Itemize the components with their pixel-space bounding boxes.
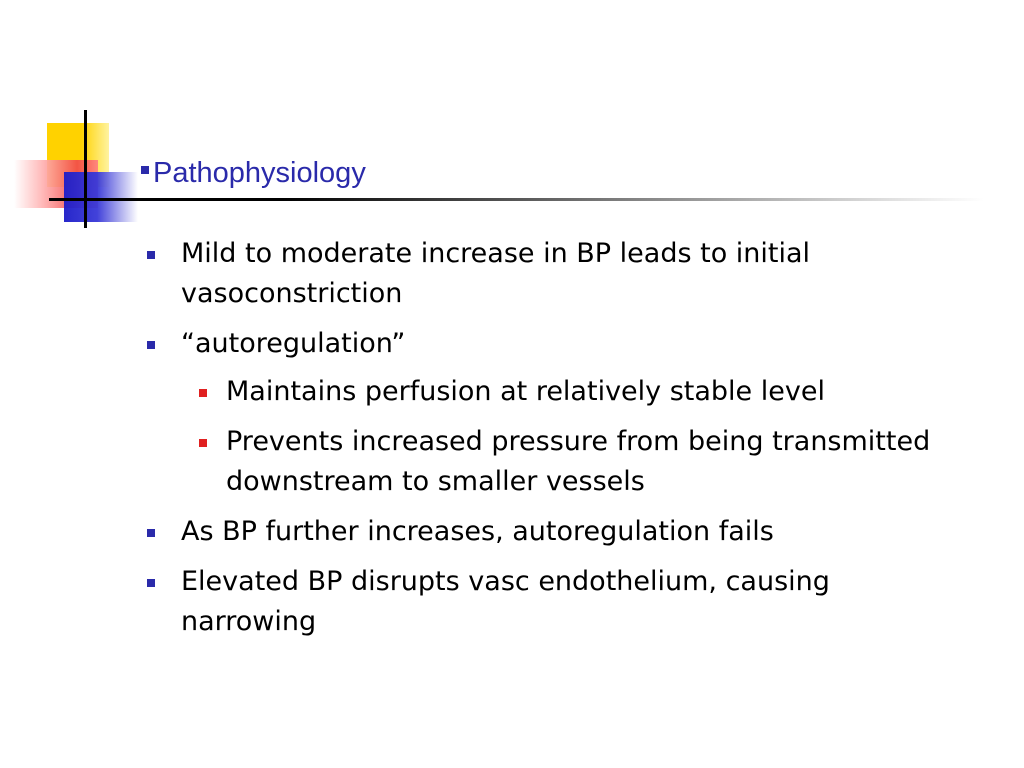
square-sub-bullet-icon <box>199 389 207 397</box>
square-bullet-icon <box>147 341 155 349</box>
bullet-item <box>181 324 961 364</box>
bullet-item <box>181 234 961 314</box>
sub-bullet-item <box>226 372 966 412</box>
slide-title: Pathophysiology <box>153 157 366 189</box>
bullet-text: Elevated BP disrupts vasc endothelium, causing narrowing <box>181 566 830 637</box>
square-bullet-icon <box>147 579 155 587</box>
square-sub-bullet-icon <box>199 439 207 447</box>
sub-bullet-item <box>226 422 966 502</box>
bullet-item <box>181 562 961 642</box>
bullet-item <box>181 512 961 552</box>
sub-bullet-text: Prevents increased pressure from being transmitted downstream to smaller vessels <box>226 426 931 497</box>
square-bullet-icon <box>147 251 155 259</box>
bullet-text: “autoregulation” <box>181 328 406 359</box>
square-bullet-icon <box>147 529 155 537</box>
bullet-text: As BP further increases, autoregulation fails <box>181 516 774 547</box>
bullet-text: Mild to moderate increase in BP leads to initial vasoconstriction <box>181 238 811 309</box>
sub-bullet-text: Maintains perfusion at relatively stable level <box>226 376 825 407</box>
